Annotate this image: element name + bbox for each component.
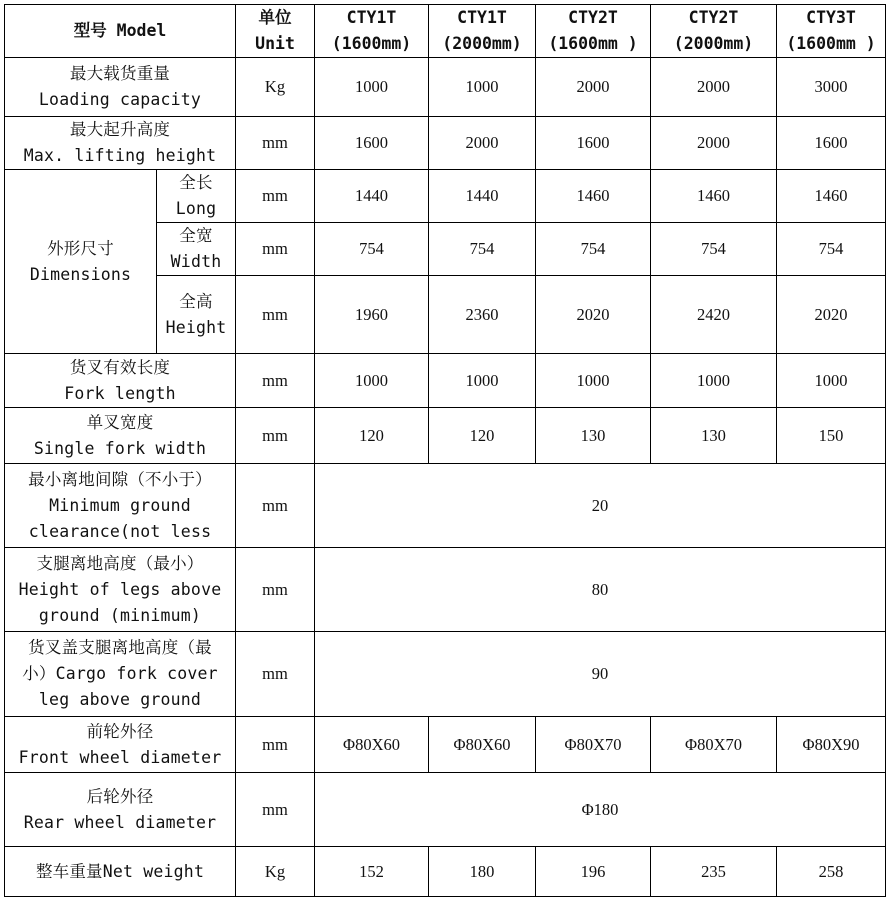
value-cell-merged: 90 — [315, 632, 886, 717]
label-cn: 全宽 — [179, 226, 213, 245]
header-row — [5, 5, 886, 58]
unit-cell: mm — [236, 170, 315, 223]
unit-cell: mm — [236, 773, 315, 847]
value-cell: 3000 — [777, 58, 886, 117]
sub-label — [157, 276, 236, 354]
label-cn: 前轮外径 — [86, 721, 154, 741]
table-row — [5, 847, 886, 897]
table-row — [5, 632, 886, 717]
value-cell: 754 — [429, 223, 536, 276]
model-column-header — [536, 5, 651, 58]
model-header-cell — [5, 5, 236, 58]
value-cell: Φ80X60 — [429, 717, 536, 773]
value-cell: 2020 — [536, 276, 651, 354]
model-name: CTY2T — [568, 8, 618, 27]
label-en: Width — [170, 252, 222, 271]
unit-cell: mm — [236, 548, 315, 632]
model-label: 型号 Model — [73, 21, 167, 40]
table-row — [5, 464, 886, 548]
unit-header-cell — [236, 5, 315, 58]
unit-cn: 单位 — [258, 8, 292, 27]
value-cell: 1600 — [777, 117, 886, 170]
value-cell: 1000 — [777, 354, 886, 408]
label-cn: 后轮外径 — [86, 786, 154, 806]
value-cell: 1000 — [315, 354, 429, 408]
row-label — [5, 58, 236, 117]
value-cell: Φ80X90 — [777, 717, 886, 773]
unit-cell: mm — [236, 464, 315, 548]
table-row — [5, 408, 886, 464]
table-row — [5, 548, 886, 632]
table-row — [5, 717, 886, 773]
model-column-header — [429, 5, 536, 58]
unit-cell: mm — [236, 117, 315, 170]
value-cell: 1460 — [777, 170, 886, 223]
value-cell: 196 — [536, 847, 651, 897]
sub-label — [157, 170, 236, 223]
unit-cell: Kg — [236, 847, 315, 897]
label-cn: 全长 — [179, 173, 213, 192]
value-cell: 258 — [777, 847, 886, 897]
value-cell: 2020 — [777, 276, 886, 354]
unit-cell: mm — [236, 354, 315, 408]
value-cell: 1600 — [315, 117, 429, 170]
value-cell: 2000 — [651, 117, 777, 170]
row-label: 整车重量Net weight — [5, 847, 236, 897]
label-en: Single fork width — [33, 438, 207, 458]
value-cell: Φ80X70 — [651, 717, 777, 773]
label-en: Fork length — [64, 383, 176, 403]
label-line: Height of legs above — [18, 579, 222, 599]
unit-cell: mm — [236, 717, 315, 773]
value-cell: 1000 — [536, 354, 651, 408]
label-line: 最小离地间隙（不小于） — [28, 469, 212, 489]
model-lift: (1600mm ) — [786, 34, 876, 53]
value-cell: 180 — [429, 847, 536, 897]
label-en: Front wheel diameter — [18, 747, 222, 767]
unit-cell: mm — [236, 408, 315, 464]
value-cell: 235 — [651, 847, 777, 897]
table-row — [5, 773, 886, 847]
label-line: 支腿离地高度（最小） — [36, 553, 204, 573]
label-en: Loading capacity — [38, 90, 202, 109]
unit-en: Unit — [255, 34, 295, 53]
label-cn: 最大起升高度 — [69, 120, 171, 139]
model-lift: (1600mm) — [331, 34, 412, 53]
value-cell: 754 — [777, 223, 886, 276]
model-name: CTY3T — [806, 8, 856, 27]
label-en: Rear wheel diameter — [23, 812, 217, 832]
sub-label — [157, 223, 236, 276]
label-line: Minimum ground — [49, 495, 191, 515]
value-cell-merged: 20 — [315, 464, 886, 548]
row-label — [5, 632, 236, 717]
value-cell: 2420 — [651, 276, 777, 354]
model-lift: (2000mm) — [673, 34, 754, 53]
value-cell: Φ80X60 — [315, 717, 429, 773]
value-cell: 1960 — [315, 276, 429, 354]
value-cell: 754 — [651, 223, 777, 276]
model-name: CTY1T — [346, 8, 397, 27]
value-cell: 2000 — [536, 58, 651, 117]
unit-cell: mm — [236, 632, 315, 717]
label-cn: 最大载货重量 — [69, 64, 171, 83]
model-column-header — [651, 5, 777, 58]
label-cn: 单叉宽度 — [86, 412, 154, 432]
value-cell: 2000 — [651, 58, 777, 117]
value-cell-merged: 80 — [315, 548, 886, 632]
value-cell: 1000 — [429, 354, 536, 408]
table-row — [5, 58, 886, 117]
model-column-header — [315, 5, 429, 58]
label-en: Height — [165, 317, 227, 337]
label-line: leg above ground — [38, 690, 202, 709]
row-label — [5, 717, 236, 773]
label-cn: 全高 — [179, 291, 213, 311]
value-cell: 130 — [651, 408, 777, 464]
model-lift: (2000mm) — [442, 34, 522, 53]
row-label — [5, 464, 236, 548]
value-cell: 1000 — [429, 58, 536, 117]
value-cell: 120 — [315, 408, 429, 464]
label-line: ground (minimum) — [38, 605, 202, 625]
value-cell: 1460 — [536, 170, 651, 223]
unit-cell: mm — [236, 276, 315, 354]
unit-cell: mm — [236, 223, 315, 276]
value-cell: 754 — [315, 223, 429, 276]
row-label — [5, 117, 236, 170]
value-cell-merged: Φ180 — [315, 773, 886, 847]
label-line: clearance(not less — [28, 521, 212, 541]
value-cell: 1600 — [536, 117, 651, 170]
value-cell: 1440 — [315, 170, 429, 223]
row-label — [5, 548, 236, 632]
value-cell: 1000 — [651, 354, 777, 408]
value-cell: 2000 — [429, 117, 536, 170]
row-label — [5, 354, 236, 408]
value-cell: 2360 — [429, 276, 536, 354]
value-cell: 1440 — [429, 170, 536, 223]
unit-cell: Kg — [236, 58, 315, 117]
value-cell: 120 — [429, 408, 536, 464]
label-en: Long — [175, 199, 217, 218]
label-line: 货叉盖支腿离地高度（最 — [28, 638, 212, 657]
row-label — [5, 773, 236, 847]
label-line: 小）Cargo fork cover — [22, 664, 218, 683]
spec-table — [4, 4, 886, 897]
dimensions-label — [5, 170, 157, 354]
value-cell: 130 — [536, 408, 651, 464]
label-cn: 货叉有效长度 — [69, 357, 171, 377]
model-name: CTY2T — [688, 8, 739, 27]
label-en: Dimensions — [29, 264, 132, 284]
value-cell: 1460 — [651, 170, 777, 223]
value-cell: 1000 — [315, 58, 429, 117]
model-lift: (1600mm ) — [548, 34, 638, 53]
label-cn: 外形尺寸 — [47, 238, 114, 258]
table-row — [5, 354, 886, 408]
label-en: Max. lifting height — [23, 146, 217, 165]
value-cell: 150 — [777, 408, 886, 464]
table-row — [5, 117, 886, 170]
value-cell: 152 — [315, 847, 429, 897]
value-cell: Φ80X70 — [536, 717, 651, 773]
model-name: CTY1T — [457, 8, 507, 27]
table-row — [5, 170, 886, 223]
value-cell: 754 — [536, 223, 651, 276]
model-column-header — [777, 5, 886, 58]
row-label — [5, 408, 236, 464]
